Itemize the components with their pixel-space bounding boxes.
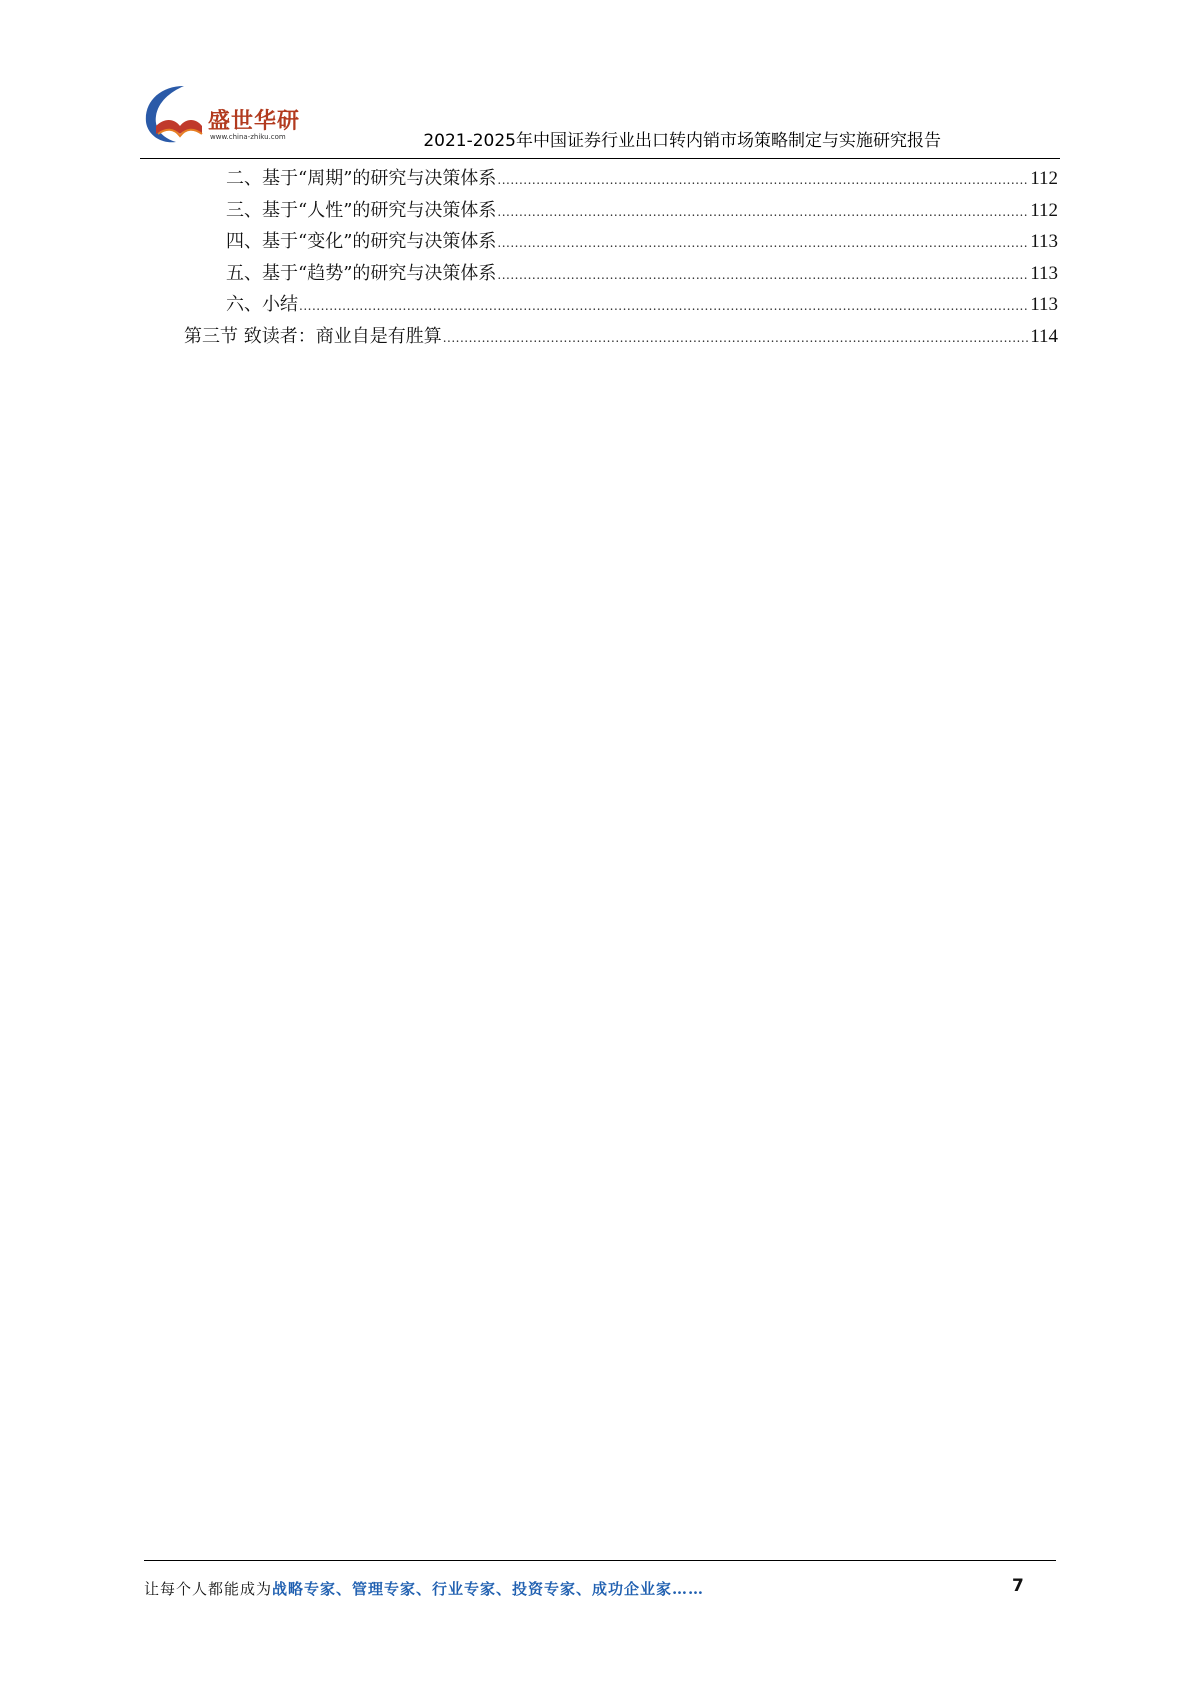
toc-entry[interactable] (184, 226, 1058, 258)
toc-dot-leader (497, 197, 1029, 229)
toc-entry[interactable] (184, 321, 1058, 353)
toc-entry-label: 第三节 致读者：商业自是有胜算 (184, 325, 442, 347)
footer-slogan (144, 1578, 704, 1599)
toc-entry-label: 五、基于“趋势”的研究与决策体系 (226, 262, 497, 284)
toc-dot-leader (497, 165, 1029, 197)
toc-entry-label: 四、基于“变化”的研究与决策体系 (226, 231, 497, 252)
toc-entry-page: 113 (1030, 294, 1058, 315)
company-logo (140, 82, 320, 150)
toc-dot-leader (299, 291, 1029, 323)
report-title: 2021-2025年中国证券行业出口转内销市场策略制定与实施研究报告 (423, 131, 941, 151)
toc-entry-label: 六、小结 (226, 294, 298, 315)
toc-entry-label: 二、基于“周期”的研究与决策体系 (226, 168, 497, 189)
toc-dot-leader (497, 228, 1029, 260)
toc-dot-leader (497, 260, 1029, 292)
slogan-highlight-text: 战略专家、管理专家、行业专家、投资专家、成功企业家…… (272, 1580, 705, 1598)
logo-mark-icon (140, 82, 210, 150)
header-divider (140, 158, 1060, 159)
toc-entry-page: 112 (1030, 199, 1058, 221)
logo-text: 盛世华研 (208, 109, 301, 134)
page-number: 7 (1012, 1576, 1024, 1596)
table-of-contents (184, 163, 1058, 352)
toc-entry-page: 114 (1030, 325, 1058, 347)
footer-divider (144, 1560, 1056, 1561)
toc-entry-page: 113 (1030, 262, 1058, 284)
toc-dot-leader (443, 323, 1029, 355)
slogan-plain-text: 让每个人都能成为 (144, 1580, 273, 1598)
toc-entry[interactable] (184, 195, 1058, 227)
toc-entry[interactable] (184, 258, 1058, 290)
toc-entry[interactable] (184, 163, 1058, 195)
toc-entry[interactable] (184, 289, 1058, 321)
toc-entry-page: 112 (1030, 168, 1058, 189)
logo-url: www.china-zhiku.com (210, 133, 286, 141)
toc-entry-label: 三、基于“人性”的研究与决策体系 (226, 199, 497, 221)
toc-entry-page: 113 (1030, 231, 1058, 252)
